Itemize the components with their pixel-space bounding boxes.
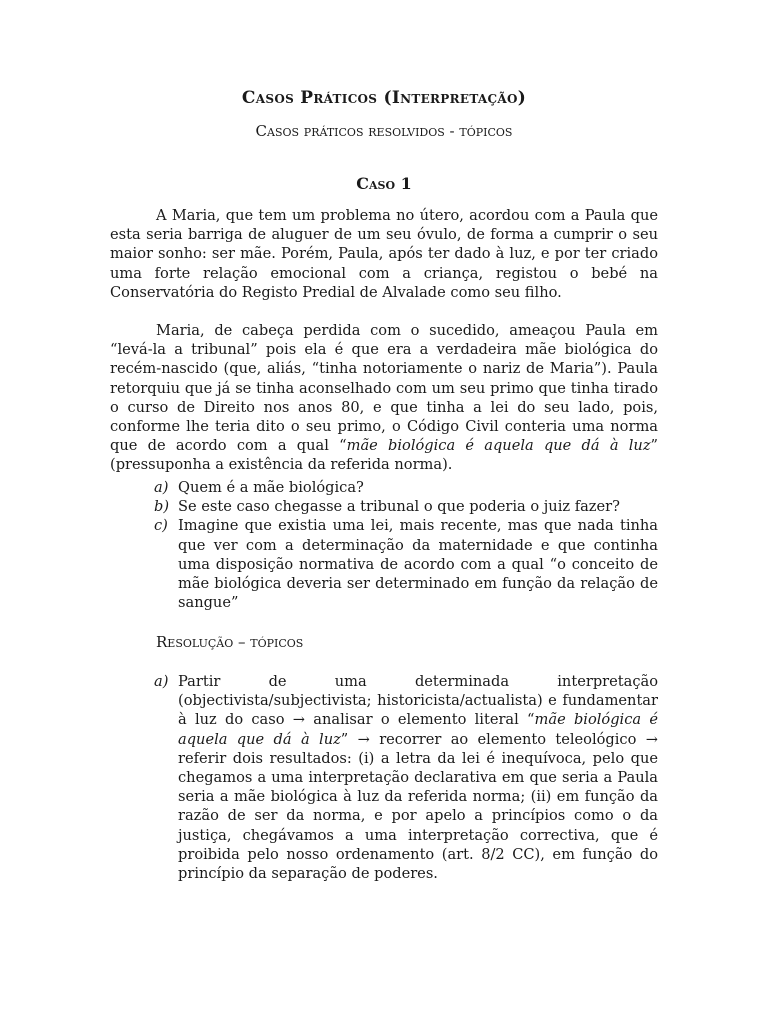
question-text: Quem é a mãe biológica? [178, 479, 364, 496]
case-paragraph-2-block [110, 321, 658, 475]
case-paragraph-1-block [110, 206, 658, 302]
answer-marker: a) [154, 673, 169, 690]
case-paragraph-2 [110, 321, 658, 475]
answer-text-start: Partir de uma determinada interpretação (objectivista/subjectivista; historicista/actualista) e fundamentar à luz do caso → analisar o elemento literal “ [178, 673, 658, 729]
document-title: Casos Práticos (Interpretação) [241, 88, 527, 108]
paragraph-2-end: ” (pressuponha a existência da referida norma). [110, 437, 658, 474]
question-item [154, 478, 658, 497]
paragraph-2-quoted-norm: mãe biológica é aquela que dá à luz [346, 437, 651, 455]
paragraph-2-start: Maria, de cabeça perdida com o sucedido, ameaçou Paula em “levá-la a tribunal” pois ela é que era a verdadeira mãe biológica do recém-nascido (que, aliás, “tinha notoriamente o nariz de Maria”). Paula retorquiu que já se tinha aconselhado com um seu primo que tinha tirado o curso de Direito nos anos 80, e que tinha a lei do seu lado, pois, conforme lhe teria dito o seu primo, o Código Civil conteria uma norma que de acordo com a qual “ [110, 322, 658, 455]
question-text: Se este caso chegasse a tribunal o que poderia o juiz fazer? [178, 498, 620, 516]
case-paragraph-1: A Maria, que tem um problema no útero, acordou com a Paula que esta seria barriga de aluguer de um seu óvulo, de forma a cumprir o seu maior sonho: ser mãe. Porém, Paula, após ter dado à luz, e por ter criado uma forte relação emocional com a criança, registou o bebé na Conservatória do Registo Predial de Alvalade como seu filho. [110, 207, 658, 301]
answer-item [154, 672, 658, 883]
case-heading: Caso 1 [356, 174, 412, 193]
question-marker: c) [154, 517, 168, 535]
questions-list [154, 478, 658, 612]
document-subtitle: Casos práticos resolvidos - tópicos [255, 122, 513, 140]
resolution-heading: Resolução – tópicos [156, 633, 304, 651]
answers-list [154, 672, 658, 883]
question-marker: a) [154, 479, 169, 496]
question-text: Imagine que existia uma lei, mais recente, mas que nada tinha que ver com a determinação da maternidade e que continha uma disposição normativa de acordo com a qual “o conceito de mãe biológica deveria ser determinado em função da relação de sangue” [178, 517, 658, 612]
answer-text-end: ” → recorrer ao elemento teleológico → referir dois resultados: (i) a letra da lei é inequívoca, pelo que chegamos a uma interpretação declarativa em que seria a Paula seria a mãe biológica à luz da referida norma; (ii) em função da razão de ser da norma, e por apelo a princípios como o da justiça, chegávamos a uma interpretação correctiva, que é proibida pelo nosso ordenamento (art. 8/2 CC), em função do princípio da separação de poderes. [178, 730, 658, 883]
question-item [154, 497, 658, 516]
question-marker: b) [154, 498, 170, 516]
question-item [154, 516, 658, 612]
answer-quoted-norm: mãe biológica é aquela que dá à luz [178, 711, 659, 748]
